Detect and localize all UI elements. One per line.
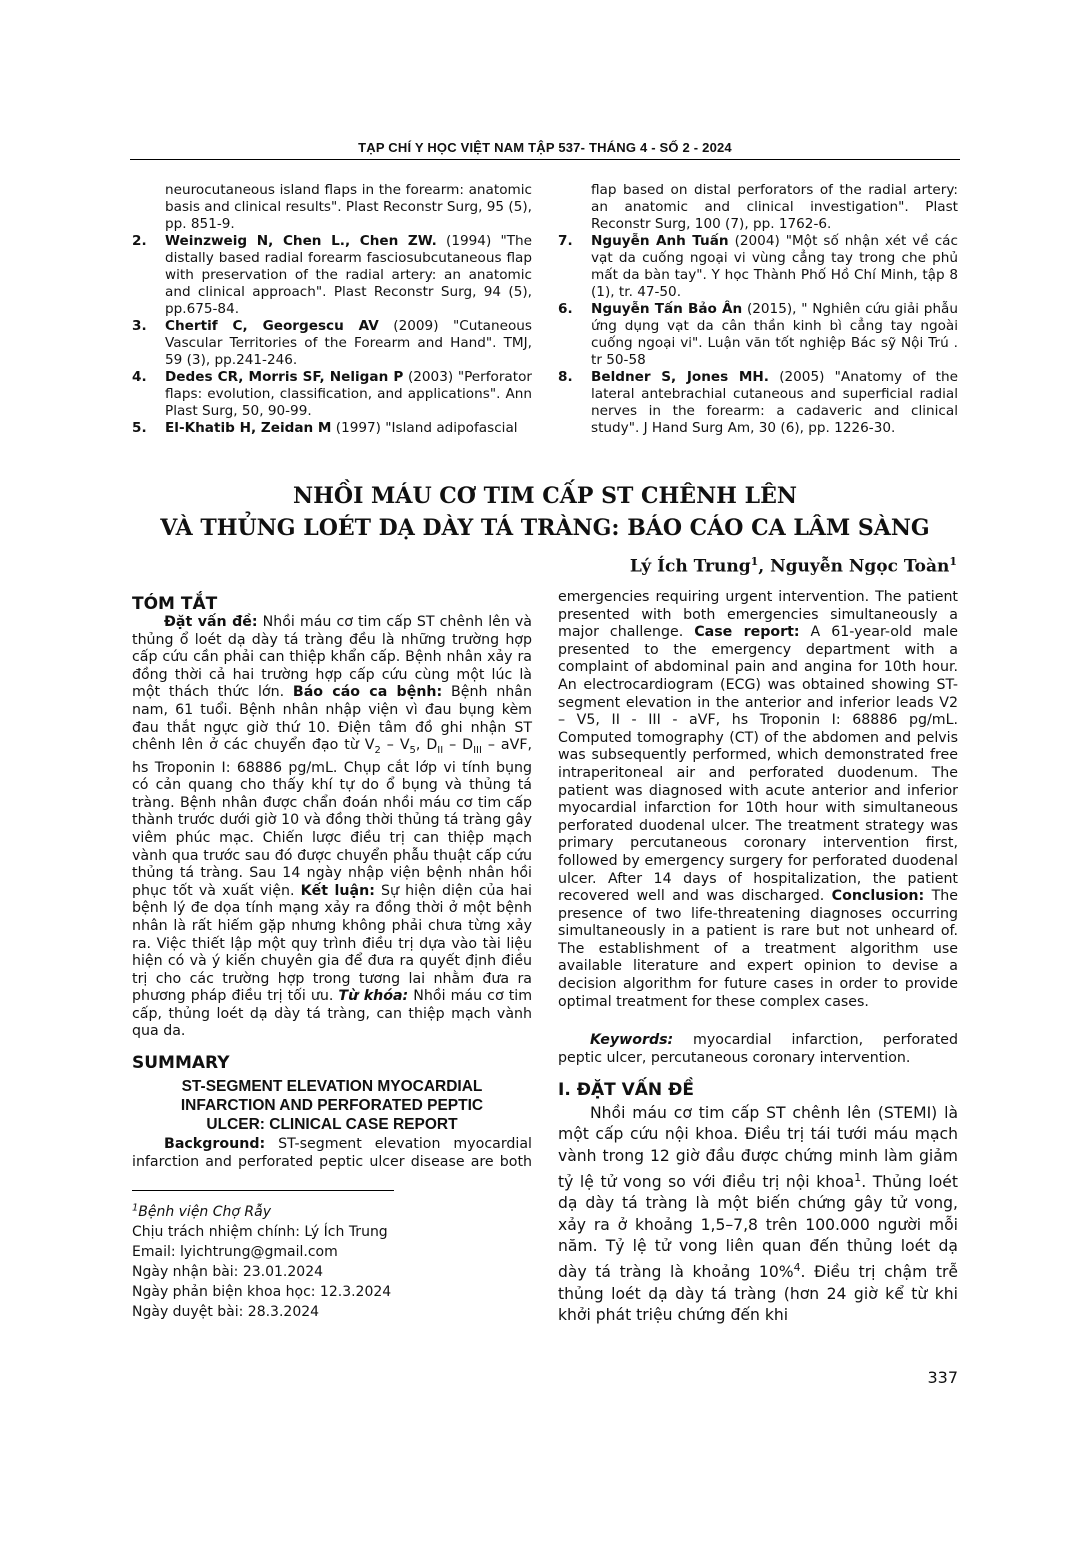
reference-text: (2003) "Perforator flaps: evolution, classification, and applications". Ann Plast Surg, 50, 90-99.: [165, 369, 532, 419]
reference-item: [165, 182, 532, 233]
header-rule: [130, 159, 960, 160]
intro-body: Nhồi máu cơ tim cấp ST chênh lên (STEMI) là một cấp cứu nội khoa. Điều trị tái tưới máu mạch vành trong 12 giờ đầu được chứng minh làm giảm tỷ lệ tử vong so với điều trị nội khoa$^1$. Thủng loét dạ dày tá tràng là một biến chứng gây tử vong, xảy ra ở khoảng 1,5–7,8 trên 100.000 người mỗi năm. Tỷ lệ tử vong liên quan đến thủng loét dạ dày tá tràng là khoảng 10%$^4$. Điều trị chậm trễ thủng loét dạ dày tá tràng (hơn 24 giờ kể từ khi khởi phát triệu chứng đến khi: [558, 1104, 959, 1325]
reference-item: [558, 233, 958, 301]
reference-text: neurocutaneous island flaps in the forearm: anatomic basis and clinical results". Plast Reconstr Surg, 95 (5), pp. 851-9.: [165, 182, 532, 232]
references-right: [558, 182, 959, 437]
reference-number: 7.: [558, 233, 573, 249]
references-left: [132, 182, 533, 437]
tomtat-heading: TÓM TẮT: [132, 594, 218, 614]
reference-text: (2015), " Nghiên cứu giải phẫu ứng dụng vạt da cân thần kinh bì cẳng tay ngoài cuống ngoại vi". Luận văn tốt nghiệp Bác sỹ Nội Trú . tr 50-58: [591, 301, 959, 368]
reference-number: 3.: [132, 318, 147, 334]
reference-item: [132, 233, 532, 318]
reference-item: [558, 369, 958, 437]
reference-number: 5.: [132, 420, 147, 436]
reference-authors: El-Khatib H, Zeidan M: [165, 420, 332, 436]
reference-number: 8.: [558, 369, 573, 385]
reference-authors: Weinzweig N, Chen L., Chen ZW.: [165, 233, 437, 249]
reference-authors: Nguyễn Tấn Bảo Ân: [591, 301, 743, 317]
reference-authors: Beldner S, Jones MH.: [591, 369, 769, 385]
reference-text: (1994) "The distally based radial forearm fasciosubcutaneous flap with preservation of the radial artery: an anatomic and clinical approach". Plast Reconstr Surg, 94 (5), pp.675-84.: [165, 233, 532, 317]
summary-title: ST-SEGMENT ELEVATION MYOCARDIAL INFARCTION AND PERFORATED PEPTIC ULCER: CLINICAL CASE REPORT: [180, 1078, 484, 1133]
reference-number: 6.: [558, 301, 573, 317]
reference-item: [132, 420, 532, 437]
reference-number: 4.: [132, 369, 147, 385]
footnote-rule: [132, 1190, 394, 1191]
reference-text: (2009) "Cutaneous Vascular Territories of the Forearm and Hand". TMJ, 59 (3), pp.241-246.: [165, 318, 533, 368]
reference-item: [132, 318, 533, 369]
summary-body-left: Background: ST-segment elevation myocardial infarction and perforated peptic ulcer disease are both: [132, 1136, 532, 1170]
page-number: 337: [927, 1368, 958, 1387]
author-1: Lý Ích Trung: [629, 556, 751, 577]
summary-body-right: emergencies requiring urgent intervention. The patient presented with both emergencies simultaneously a major challenge. Case report: A 61-year-old male presented to the emergency department with a complaint of abdominal pain and angina for 10th hour. An electrocardiogram (ECG) was obtained showing ST-segment elevation in the anterior and inferior leads V2 – V5, II - III - aVF, hs Troponin I: 68886 pg/mL. Computed tomography (CT) of the abdomen and pelvis was subsequently performed, which demonstrated free intraperitoneal air and perforated duodenum. The patient was diagnosed with acute anterior and inferior myocardial infarction for 10th hour with simultaneous perforated duodenal ulcer. The treatment strategy was primary percutaneous coronary intervention first, followed by emergency surgery for perforated duodenal ulcer. After 14 days of hospitalization, the patient recovered well and was discharged. Conclusion: The presence of two life-threatening diagnoses occurring simultaneously in a patient is rare but not unheard of. The establishment of a treatment algorithm use available literature and expert opinion to devise a decision algorithm for future cases in order to provide optimal treatment for these complex cases.: [558, 589, 958, 1010]
summary-keywords: Keywords: myocardial infarction, perforated peptic ulcer, percutaneous coronary intervention.: [558, 1032, 958, 1066]
intro-heading: I. ĐẶT VẤN ĐỀ: [558, 1080, 694, 1100]
reference-item: [132, 369, 532, 420]
reference-number: 2.: [132, 233, 147, 249]
reference-authors: Dedes CR, Morris SF, Neligan P: [165, 369, 404, 385]
reference-text: flap based on distal perforators of the radial artery: an anatomic and clinical investigation". Plast Reconstr Surg, 100 (7), pp. 1762-6.: [591, 182, 958, 232]
tomtat-body: Đặt vấn đề: Nhồi máu cơ tim cấp ST chênh lên và thủng ổ loét dạ dày tá tràng đều là những trường hợp cấp cứu cần phải can thiệp khẩn cấp. Bệnh nhân xảy ra đồng thời cả hai trường hợp cấp cứu cùng một lúc là một thách thức lớn. Báo cáo ca bệnh: Bệnh nhân nam, 61 tuổi. Bệnh nhân nhập viện vì đau bụng kèm đau thắt ngực giờ thứ 10. Điện tâm đồ ghi nhận ST chênh lên ở các chuyển đạo từ $V_2 - V_5$, $D_{II} - D_{III}$ – aVF, hs Troponin I: 68886 pg/mL. Chụp cắt lớp vi tính bụng có cản quang cho thấy khí tự do ổ bụng và thủng tá tràng. Bệnh nhân được chẩn đoán nhồi máu cơ tim cấp thành trước dưới giờ 10 và đồng thời thủng tá tràng gây viêm phúc mạc. Chiến lược điều trị can thiệp mạch vành qua trước sau đó được chuyển phẫu thuật cấp cứu thủng tá tràng. Sau 14 ngày nhập viện bệnh nhân hồi phục tốt và xuất viện. Kết luận: Sự hiện diện của hai bệnh lý đe dọa tính mạng xảy ra đồng thời ở một bệnh nhân là rất hiếm gặp nhưng không phải chưa từng xảy ra. Việc thiết lập một quy trình điều trị dựa vào tài liệu hiện có và ý kiến chuyên gia để đưa ra quyết định điều trị cho các trường hợp trong tương lai nhằm đưa ra phương pháp điều trị tối ưu. Từ khóa: Nhồi máu cơ tim cấp, thủng loét dạ dày tá tràng, can thiệp mạch vành qua da.: [132, 614, 533, 1040]
reference-text: (2005) "Anatomy of the lateral antebrachial cutaneous and superficial radial nerves in the forearm: a cadaveric and clinical study". J Hand Surg Am, 30 (6), pp. 1226-30.: [591, 369, 958, 436]
journal-header: TẠP CHÍ Y HỌC VIỆT NAM TẬP 537- THÁNG 4 - SỐ 2 - 2024: [358, 140, 732, 155]
reference-authors: Chertif C, Georgescu AV: [165, 318, 379, 334]
article-title-line-1: NHỒI MÁU CƠ TIM CẤP ST CHÊNH LÊN: [293, 483, 797, 509]
reference-text: (1997) "Island adipofascial: [331, 420, 518, 436]
reference-item: [558, 301, 959, 369]
author-2: Nguyễn Ngọc Toàn: [770, 556, 950, 577]
reference-text: (2004) "Một số nhận xét về các vạt da cuống ngoại vi vùng cẳng tay trong che phủ mất da bàn tay". Y học Thành Phố Hồ Chí Minh, tập 8 (1), tr. 47-50.: [591, 233, 958, 300]
article-title-line-2: VÀ THỦNG LOÉT DẠ DÀY TÁ TRÀNG: BÁO CÁO CA LÂM SÀNG: [160, 515, 930, 541]
footnote: $^1$Bệnh viện Chợ Rẫy Chịu trách nhiệm chính: Lý Ích Trung Email: lyichtrung@gmail.com Ngày nhận bài: 23.01.2024 Ngày phản biện khoa học: 12.3.2024 Ngày duyệt bài: 28.3.2024: [132, 1202, 392, 1320]
authors: Lý Ích Trung$^1$, Nguyễn Ngọc Toàn$^1$: [629, 555, 957, 577]
summary-heading: SUMMARY: [132, 1053, 230, 1073]
reference-authors: Nguyễn Anh Tuấn: [591, 233, 729, 249]
reference-item: [591, 182, 958, 233]
